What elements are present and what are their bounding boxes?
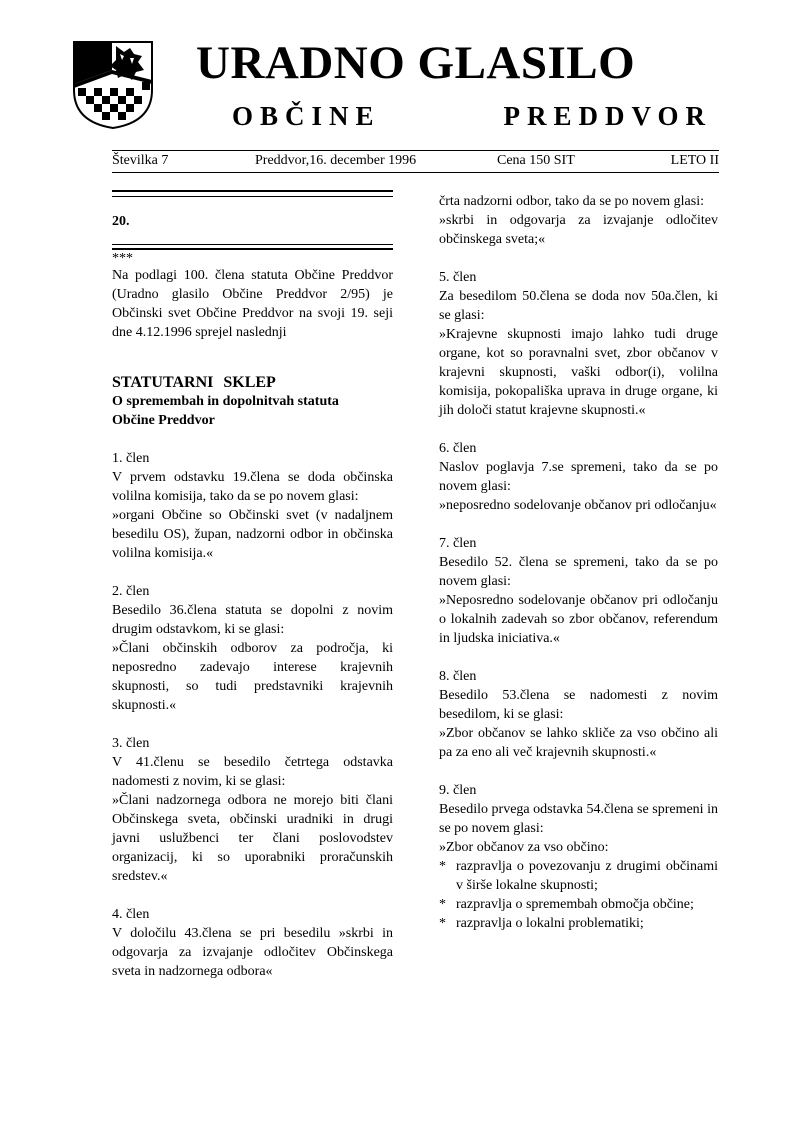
article-7-title: 7. člen [439,536,477,551]
article-8-title: 8. člen [439,669,477,684]
article-4-text: V določilu 43.člena se pri besedilu »skrbi in odgovarja za izvajanje odločitev Občinskega sveta in nadzornega odbora« [112,926,393,979]
issue-year: LETO II [670,153,719,168]
article-5-text: Za besedilom 50.člena se doda nov 50a.člen, ki se glasi: [439,289,718,323]
article-1-text: V prvem odstavku 19.člena se doda občinska volilna komisija, tako da se po novem glasi: [112,470,393,504]
article-9-quote: »Zbor občanov za vso občino: [439,840,609,855]
article-9-text: Besedilo prvega odstavka 54.člena se spremeni in se po novem glasi: [439,802,718,836]
issue-info-bar [112,153,719,170]
intro-paragraph: Na podlagi 100. člena statuta Občine Preddvor (Uradno glasilo Občine Preddvor 2/95) je Občinski svet Občine Preddvor na svoji 19. seji dne 4.12.1996 sprejel naslednji [112,268,393,340]
article-4-title: 4. člen [112,907,150,922]
article-6-title: 6. člen [439,441,477,456]
article-4-continuation: črta nadzorni odbor, tako da se po novem glasi: [439,194,704,209]
header-rule-top [112,150,719,151]
issue-number: Številka 7 [112,153,169,168]
bullet-asterisk: * [439,859,446,874]
list-item [439,895,718,914]
bullet-asterisk: * [439,897,446,912]
article-3-quote: »Člani nadzornega odbora ne morejo biti člani Občinskega sveta, občinski uradniki in drugi javni uslužbenci ter člani poslovodstev organizacij, ki so uporabniki proračunskih sredstev.« [112,793,393,884]
document-subheading-1: O spremembah in dopolnitvah statuta [112,394,339,409]
article-9-title: 9. člen [439,783,477,798]
bullet-asterisk: * [439,916,446,931]
article-5-title: 5. člen [439,270,477,285]
article-2-quote: »Člani občinskih odborov za področja, ki neposredno zadevajo interese krajevnih skupnosti, so tudi predstavniki krajevnih skupnosti.« [112,641,393,713]
article-6-quote: »neposredno sodelovanje občanov pri odločanju« [439,498,717,513]
article-1-quote: »organi Občine so Občinski svet (v nadaljnem besedilu OS), župan, nadzorni odbor in občinska volilna komisija.« [112,508,393,561]
publication-subtitle [232,103,712,130]
list-item-text: razpravlja o povezovanju z drugimi občinami v širše lokalne skupnosti; [456,859,718,893]
separator-stars: *** [112,251,133,266]
right-column [439,192,718,933]
publication-title: URADNO GLASILO [196,37,636,89]
left-column-rule-2 [112,196,393,197]
subtitle-municipality-name: PREDDVOR [503,101,712,131]
left-column [112,212,393,981]
article-5-quote: »Krajevne skupnosti imajo lahko tudi druge organe, kot so poravnalni svet, zbor občanov v krajevni skupnosti, vaški odbor(i), volilna komisija, pokopališka uprava in druge organe, ki jih določi statut krajevne skupnosti.« [439,327,718,418]
header-rule-bottom [112,172,719,173]
article-4-quote: »skrbi in odgovarja za izvajanje odločitev občinskega sveta;« [439,213,718,247]
article-6-text: Naslov poglavja 7.se spremeni, tako da se po novem glasi: [439,460,718,494]
subtitle-municipality-word: OBČINE [232,101,381,131]
coat-of-arms-logo [72,40,154,130]
article-7-quote: »Neposredno sodelovanje občanov pri odločanju o lokalnih zadevah so zbor občanov, referendum in ljudska iniciativa.« [439,593,718,646]
list-item [439,914,718,933]
left-column-rule-1 [112,190,393,192]
document-heading: STATUTARNI SKLEP [112,374,276,391]
document-number: 20. [112,214,130,229]
article-3-text: V 41.členu se besedilo četrtega odstavka nadomesti z novim, ki se glasi: [112,755,393,789]
article-2-title: 2. člen [112,584,150,599]
article-3-title: 3. člen [112,736,150,751]
list-item-text: razpravlja o spremembah območja občine; [456,897,694,912]
article-8-quote: »Zbor občanov se lahko skliče za vso občino ali pa za eno ali več krajevnih skupnosti.« [439,726,718,760]
issue-price: Cena 150 SIT [497,153,575,168]
article-2-text: Besedilo 36.člena statuta se dopolni z novim drugim odstavkom, ki se glasi: [112,603,393,637]
article-7-text: Besedilo 52. člena se spremeni, tako da se po novem glasi: [439,555,718,589]
list-item [439,857,718,895]
article-1-title: 1. člen [112,451,150,466]
document-subheading-2: Občine Preddvor [112,413,215,428]
list-item-text: razpravlja o lokalni problematiki; [456,916,644,931]
article-8-text: Besedilo 53.člena se nadomesti z novim besedilom, ki se glasi: [439,688,718,722]
issue-date: Preddvor,16. december 1996 [255,153,417,168]
